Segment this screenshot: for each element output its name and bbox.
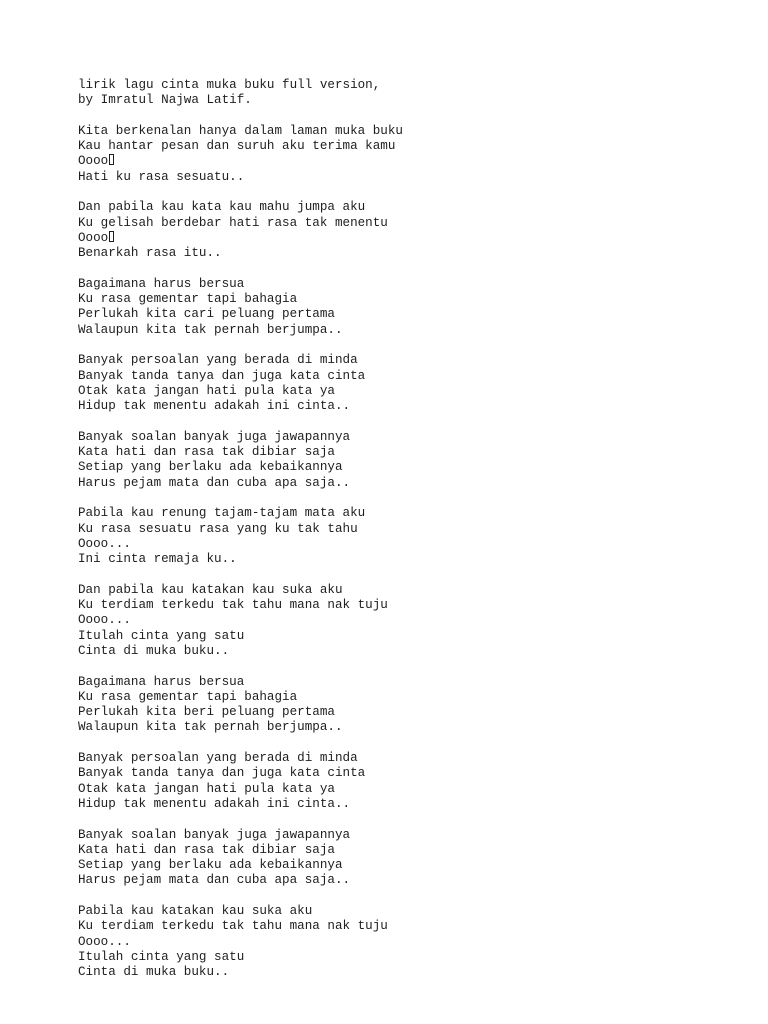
lyric-line: Cinta di muka buku.. — [78, 643, 230, 658]
lyric-line: Itulah cinta yang satu — [78, 949, 245, 964]
lyric-line: Ku rasa sesuatu rasa yang ku tak tahu — [78, 521, 358, 536]
lyric-line: Kata hati dan rasa tak dibiar saja — [78, 842, 335, 857]
lyric-line: Ku rasa gementar tapi bahagia — [78, 292, 298, 307]
lyric-line: Hati ku rasa sesuatu.. — [78, 169, 245, 184]
lyric-line: Kau hantar pesan dan suruh aku terima kamu — [78, 139, 396, 154]
lyric-line: Kita berkenalan hanya dalam laman muka buku — [78, 123, 403, 138]
lyric-line: Cinta di muka buku.. — [78, 965, 230, 980]
lyric-line — [78, 231, 738, 246]
lyric-line: Walaupun kita tak pernah berjumpa.. — [78, 720, 343, 735]
stanza — [78, 828, 738, 889]
lyric-line: Hidup tak menentu adakah ini cinta.. — [78, 796, 351, 811]
lyric-line: Banyak soalan banyak juga jawapannya — [78, 827, 351, 842]
lyric-line: Perlukah kita cari peluang pertama — [78, 307, 335, 322]
lyric-line: Ku terdiam terkedu tak tahu mana nak tuju — [78, 919, 388, 934]
lyric-line: Ku terdiam terkedu tak tahu mana nak tuju — [78, 598, 388, 613]
lyric-line: Walaupun kita tak pernah berjumpa.. — [78, 322, 343, 337]
lyric-line: Oooo... — [78, 536, 131, 551]
lyrics-text — [78, 78, 738, 996]
stanza — [78, 751, 738, 812]
lyric-line: Benarkah rasa itu.. — [78, 246, 222, 261]
lyric-line: Setiap yang berlaku ada kebaikannya — [78, 858, 343, 873]
lyric-line: Pabila kau katakan kau suka aku — [78, 904, 313, 919]
lyric-line: Hidup tak menentu adakah ini cinta.. — [78, 399, 351, 414]
lyric-line: Dan pabila kau katakan kau suka aku — [78, 582, 343, 597]
lyric-line: Banyak tanda tanya dan juga kata cinta — [78, 368, 366, 383]
stanza — [78, 430, 738, 491]
lyric-line: Bagaimana harus bersua — [78, 276, 245, 291]
lyric-line — [78, 154, 738, 169]
missing-glyph-icon — [109, 231, 114, 242]
lyric-line: Ini cinta remaja ku.. — [78, 552, 237, 567]
lyric-line: Otak kata jangan hati pula kata ya — [78, 781, 335, 796]
lyric-line: Banyak soalan banyak juga jawapannya — [78, 429, 351, 444]
lyric-line: Banyak tanda tanya dan juga kata cinta — [78, 766, 366, 781]
lyric-line: Perlukah kita beri peluang pertama — [78, 705, 335, 720]
lyric-line: Dan pabila kau kata kau mahu jumpa aku — [78, 200, 366, 215]
lyric-line: Ku gelisah berdebar hati rasa tak menentu — [78, 215, 388, 230]
stanza — [78, 277, 738, 338]
stanza — [78, 353, 738, 414]
stanza — [78, 506, 738, 567]
lyrics-header — [78, 78, 738, 109]
header-line: lirik lagu cinta muka buku full version, — [78, 78, 381, 92]
stanza — [78, 583, 738, 659]
header-line: by Imratul Najwa Latif. — [78, 93, 252, 108]
lyric-line: Oooo... — [78, 613, 131, 628]
stanza — [78, 124, 738, 185]
lyric-line-text: Oooo — [78, 154, 109, 169]
lyric-line: Harus pejam mata dan cuba apa saja.. — [78, 475, 351, 490]
lyric-line: Pabila kau renung tajam-tajam mata aku — [78, 506, 366, 521]
lyric-line: Oooo... — [78, 934, 131, 949]
lyric-line: Itulah cinta yang satu — [78, 628, 245, 643]
lyric-line: Setiap yang berlaku ada kebaikannya — [78, 460, 343, 475]
lyric-line: Otak kata jangan hati pula kata ya — [78, 383, 335, 398]
missing-glyph-icon — [109, 154, 114, 165]
lyric-line: Ku rasa gementar tapi bahagia — [78, 689, 298, 704]
stanza — [78, 904, 738, 980]
lyric-line: Banyak persoalan yang berada di minda — [78, 751, 358, 766]
stanza — [78, 200, 738, 261]
lyric-line: Harus pejam mata dan cuba apa saja.. — [78, 873, 351, 888]
lyric-line-text: Oooo — [78, 230, 109, 245]
lyric-line: Kata hati dan rasa tak dibiar saja — [78, 445, 335, 460]
lyric-line: Bagaimana harus bersua — [78, 674, 245, 689]
stanza — [78, 675, 738, 736]
lyric-line: Banyak persoalan yang berada di minda — [78, 353, 358, 368]
